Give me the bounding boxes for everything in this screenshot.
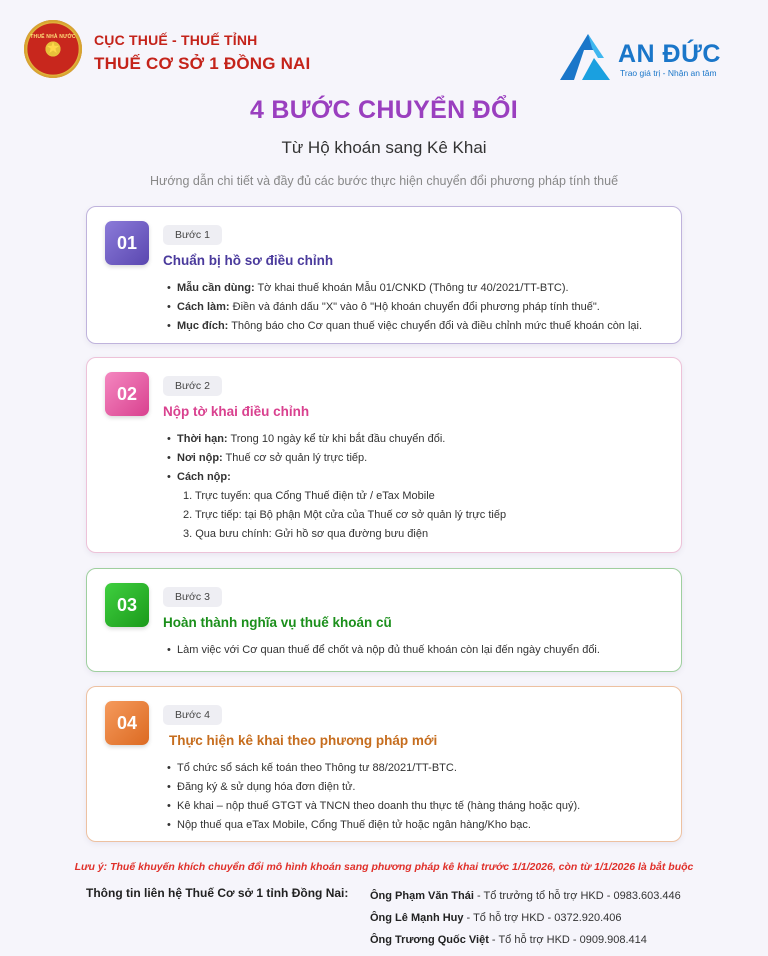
list-item: • Đăng ký & sử dụng hóa đơn điện tử. — [167, 778, 580, 797]
agency-name — [94, 32, 310, 74]
page-subtitle: Từ Hộ khoán sang Kê Khai — [281, 138, 487, 157]
list-item: • Tổ chức sổ sách kế toán theo Thông tư 88/2021/TT-BTC. — [167, 759, 580, 778]
step-bullet-list — [167, 641, 600, 660]
brand-logo — [558, 30, 748, 82]
list-item: • Cách làm: Điền và đánh dấu "X" vào ô "Hộ khoán chuyển đổi phương pháp tính thuế". — [167, 298, 642, 317]
step-card-4 — [86, 686, 682, 842]
step-bullet-list — [167, 759, 580, 835]
list-item: • Cách nộp: 1. Trực tuyến: qua Cổng Thuế điện tử / eTax Mobile 2. Trực tiếp: tại Bộ phận Một cửa của Thuế cơ sở quản lý trực tiếp 3. Qua bưu chính: Gửi hồ sơ qua đường bưu điện — [167, 468, 506, 544]
header — [0, 0, 768, 90]
step-title: Thực hiện kê khai theo phương pháp mới — [169, 733, 438, 748]
step-label: Bước 3 — [163, 587, 222, 607]
page-description: Hướng dẫn chi tiết và đầy đủ các bước thực hiện chuyển đổi phương pháp tính thuế — [149, 174, 619, 188]
agency-line1: CỤC THUẾ - THUẾ TỈNH — [94, 32, 258, 48]
list-item: • Kê khai – nộp thuế GTGT và TNCN theo doanh thu thực tế (hàng tháng hoặc quý). — [167, 797, 580, 816]
list-item: • Làm việc với Cơ quan thuế để chốt và nộp đủ thuế khoán còn lại đến ngày chuyển đổi. — [167, 641, 600, 660]
step-number-badge: 01 — [105, 221, 149, 265]
list-item: • Nộp thuế qua eTax Mobile, Cổng Thuế điện tử hoặc ngân hàng/Kho bạc. — [167, 816, 580, 835]
important-note: Lưu ý: Thuế khuyến khích chuyển đổi mô hình khoán sang phương pháp kê khai trước 1/1/2026, còn từ 1/1/2026 là bắt buộc — [74, 861, 694, 873]
contact-label: Thông tin liên hệ Thuế Cơ sở 1 tỉnh Đồng Nai: — [86, 886, 349, 900]
brand-slogan: Trao giá trị - Nhận an tâm — [620, 68, 717, 78]
contact-item: Ông Phạm Văn Thái - Tổ trưởng tổ hỗ trợ HKD - 0983.603.446 — [370, 890, 681, 902]
method-item: 1. Trực tuyến: qua Cổng Thuế điện tử / eTax Mobile — [183, 490, 435, 502]
list-item: • Mẫu cần dùng: Tờ khai thuế khoán Mẫu 01/CNKD (Thông tư 40/2021/TT-BTC). — [167, 279, 642, 298]
contact-list — [370, 886, 681, 952]
list-item: • Nơi nộp: Thuế cơ sở quản lý trực tiếp. — [167, 449, 506, 468]
step-label: Bước 2 — [163, 376, 222, 396]
step-number-badge: 04 — [105, 701, 149, 745]
step-card-2 — [86, 357, 682, 553]
step-number-badge: 03 — [105, 583, 149, 627]
step-bullet-list — [167, 279, 642, 336]
method-item: 2. Trực tiếp: tại Bộ phận Một cửa của Thuế cơ sở quản lý trực tiếp — [183, 509, 507, 521]
step-number-badge: 02 — [105, 372, 149, 416]
step-title: Nộp tờ khai điều chỉnh — [163, 404, 310, 419]
step-card-1 — [86, 206, 682, 344]
step-bullet-list — [167, 430, 506, 544]
star-icon: ★ — [45, 40, 61, 57]
brand-name: AN ĐỨC — [618, 40, 721, 68]
step-title: Hoàn thành nghĩa vụ thuế khoán cũ — [163, 615, 392, 630]
step-title: Chuẩn bị hồ sơ điều chỉnh — [163, 253, 334, 268]
agency-line2: THUẾ CƠ SỞ 1 ĐỒNG NAI — [94, 54, 311, 73]
submission-methods — [183, 487, 506, 544]
seal-text: THUẾ NHÀ NƯỚC — [30, 34, 76, 40]
contact-item: Ông Lê Mạnh Huy - Tổ hỗ trợ HKD - 0372.920.406 — [370, 912, 622, 924]
method-item: 3. Qua bưu chính: Gửi hồ sơ qua đường bưu điện — [183, 528, 429, 540]
step-label: Bước 4 — [163, 705, 222, 725]
step-card-3 — [86, 568, 682, 672]
tax-seal-logo — [24, 20, 82, 78]
mountain-logo-icon — [558, 30, 612, 82]
list-item: • Thời hạn: Trong 10 ngày kể từ khi bắt đầu chuyển đổi. — [167, 430, 506, 449]
contact-item: Ông Trương Quốc Việt - Tổ hỗ trợ HKD - 0909.908.414 — [370, 934, 647, 946]
step-label: Bước 1 — [163, 225, 222, 245]
page-title: 4 BƯỚC CHUYỂN ĐỔI — [249, 96, 519, 124]
list-item: • Mục đích: Thông báo cho Cơ quan thuế việc chuyển đổi và điều chỉnh mức thuế khoán còn lại. — [167, 317, 642, 336]
